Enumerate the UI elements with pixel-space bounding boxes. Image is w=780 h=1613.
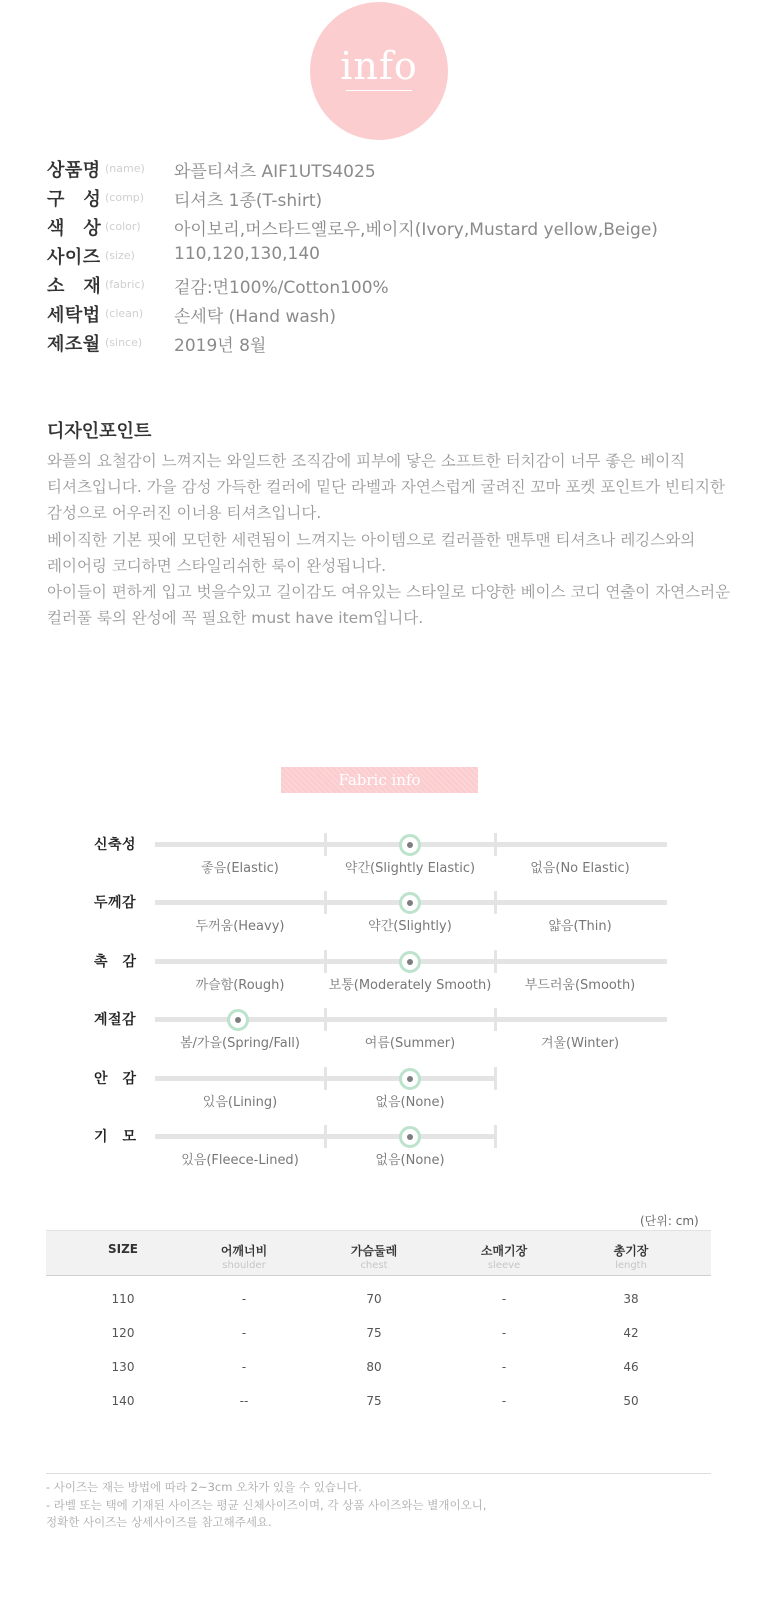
info-badge-text: info — [340, 44, 418, 88]
fabric-attribute-label: 안 감 — [94, 1071, 137, 1087]
note-line: 정확한 사이즈는 상세사이즈를 참고해주세요. — [46, 1515, 272, 1529]
fabric-option-label: 있음(Lining) — [202, 1095, 278, 1110]
design-point-line: 감성으로 어우러진 이너용 티셔츠입니다. — [47, 504, 322, 523]
spec-value: 2019년 8월 — [174, 336, 267, 356]
table-cell: 80 — [366, 1360, 382, 1374]
table-cell: 110 — [111, 1292, 135, 1306]
fabric-scale-divider — [324, 833, 327, 856]
header-main: 소매기장 — [480, 1244, 528, 1258]
spec-sublabel: (size) — [105, 249, 135, 262]
table-cell: 120 — [111, 1326, 135, 1340]
header-main: 어깨너비 — [220, 1244, 268, 1258]
table-cell: 42 — [623, 1326, 639, 1340]
design-point-line: 티셔츠입니다. 가을 감성 가득한 컬러에 밑단 라벨과 자연스럽게 굴려진 꼬마 포켓 포인트가 빈티지한 — [47, 478, 725, 497]
spec-sublabel: (clean) — [105, 307, 144, 320]
fabric-option-label: 여름(Summer) — [364, 1036, 456, 1051]
spec-label: 제조월 — [47, 334, 101, 355]
fabric-option-label: 좋음(Elastic) — [201, 861, 279, 876]
fabric-attribute-label: 기 모 — [94, 1129, 137, 1145]
fabric-option-label: 부드러움(Smooth) — [524, 978, 636, 993]
spec-label: 구 성 — [47, 189, 102, 210]
table-cell: 75 — [366, 1326, 382, 1340]
fabric-option-label: 없음(None) — [375, 1095, 445, 1110]
spec-sublabel: (name) — [105, 162, 145, 175]
spec-value: 아이보리,머스타드옐로우,베이지(Ivory,Mustard yellow,Beige) — [174, 220, 658, 240]
header-sub: length — [615, 1260, 647, 1271]
table-cell: - — [241, 1360, 247, 1374]
design-point-line: 베이직한 기본 핏에 모던한 세련됨이 느껴지는 아이템으로 컬러플한 맨투맨 티셔츠나 레깅스와의 — [47, 530, 696, 549]
fabric-attribute-label: 신축성 — [94, 837, 137, 853]
size-notes — [46, 1479, 486, 1532]
info-badge — [310, 2, 448, 140]
fabric-option-label: 있음(Fleece-Lined) — [181, 1153, 299, 1168]
spec-value: 와플티셔츠 AIF1UTS4025 — [174, 162, 376, 182]
header-cell-shoulder — [179, 1242, 309, 1271]
fabric-attribute-row — [0, 954, 780, 1009]
size-unit-label: (단위: cm) — [640, 1214, 699, 1228]
fabric-attribute-row — [0, 895, 780, 950]
note-line: - 사이즈는 재는 방법에 따라 2~3cm 오차가 있을 수 있습니다. — [46, 1480, 362, 1494]
fabric-attribute-row — [0, 1129, 780, 1184]
table-row — [46, 1382, 711, 1416]
size-table — [46, 1230, 711, 1416]
table-row — [46, 1348, 711, 1382]
fabric-scale-divider — [324, 1125, 327, 1148]
fabric-option-label: 약간(Slightly) — [368, 919, 452, 934]
table-cell: - — [501, 1394, 507, 1408]
fabric-option-label: 약간(Slightly Elastic) — [344, 861, 476, 876]
header-sub: shoulder — [222, 1260, 266, 1271]
design-point-text — [47, 448, 747, 631]
fabric-scale-divider — [494, 833, 497, 856]
table-cell: - — [501, 1292, 507, 1306]
spec-sublabel: (since) — [105, 336, 143, 349]
header-cell-length — [566, 1242, 696, 1271]
table-cell: 75 — [366, 1394, 382, 1408]
fabric-option-label: 없음(No Elastic) — [530, 861, 630, 876]
fabric-scale-divider — [324, 891, 327, 914]
info-badge-underline — [346, 90, 412, 91]
header-main: SIZE — [107, 1242, 138, 1256]
table-cell: 38 — [623, 1292, 639, 1306]
header-sub: chest — [360, 1260, 388, 1271]
spec-value: 겉감:면100%/Cotton100% — [174, 278, 389, 298]
header-sub: sleeve — [487, 1260, 521, 1271]
fabric-scale-divider — [324, 1067, 327, 1090]
fabric-scale-divider — [494, 1067, 497, 1090]
header-cell-size — [58, 1242, 188, 1257]
fabric-selected-marker — [399, 951, 421, 973]
fabric-option-label: 얇음(Thin) — [548, 919, 612, 934]
fabric-scale-divider — [494, 1125, 497, 1148]
fabric-scale-divider — [324, 950, 327, 973]
fabric-option-label: 두꺼움(Heavy) — [195, 919, 285, 934]
fabric-option-label: 까슬함(Rough) — [195, 978, 285, 993]
spec-sublabel: (color) — [105, 220, 141, 233]
design-point-line: 와플의 요철감이 느껴지는 와일드한 조직감에 피부에 닿은 소프트한 터치감이 너무 좋은 베이직 — [47, 452, 686, 470]
notes-divider — [46, 1473, 711, 1474]
spec-label: 상품명 — [47, 160, 101, 181]
design-point-line: 레이어링 코디하면 스타일리쉬한 룩이 완성됩니다. — [47, 556, 387, 575]
fabric-attribute-label: 계절감 — [94, 1012, 137, 1028]
table-cell: - — [241, 1326, 247, 1340]
table-cell: 140 — [111, 1394, 135, 1408]
fabric-attribute-row — [0, 1071, 780, 1126]
table-cell: 50 — [623, 1394, 639, 1408]
spec-value: 110,120,130,140 — [174, 244, 321, 264]
table-row — [46, 1280, 711, 1314]
fabric-selected-marker — [227, 1009, 249, 1031]
fabric-attribute-row — [0, 1012, 780, 1067]
fabric-scale-divider — [494, 1008, 497, 1031]
spec-value: 손세탁 (Hand wash) — [174, 307, 337, 327]
fabric-attribute-label: 촉 감 — [94, 954, 137, 970]
fabric-selected-marker — [399, 834, 421, 856]
size-table-header — [46, 1230, 711, 1276]
spec-label: 색 상 — [47, 218, 102, 239]
table-cell: -- — [239, 1394, 249, 1408]
header-cell-chest — [309, 1242, 439, 1271]
header-main: 가슴둘레 — [350, 1244, 398, 1258]
fabric-attribute-label: 두께감 — [94, 895, 137, 911]
spec-sublabel: (comp) — [105, 191, 145, 204]
table-cell: 46 — [623, 1360, 639, 1374]
fabric-option-label: 겨울(Winter) — [540, 1036, 620, 1051]
table-cell: - — [241, 1292, 247, 1306]
spec-label: 세탁법 — [47, 305, 101, 326]
table-cell: 70 — [366, 1292, 382, 1306]
fabric-info-title: Fabric info — [338, 771, 421, 789]
fabric-option-label: 없음(None) — [375, 1153, 445, 1168]
design-point-line: 컬러풀 룩의 완성에 꼭 필요한 must have item입니다. — [47, 609, 424, 628]
fabric-selected-marker — [399, 892, 421, 914]
design-point-line: 아이들이 편하게 입고 벗을수있고 길이감도 여유있는 스타일로 다양한 베이스 코디 연출이 자연스러운 — [47, 583, 731, 602]
header-cell-sleeve — [439, 1242, 569, 1271]
spec-label: 소 재 — [47, 276, 102, 297]
header-main: 총기장 — [613, 1244, 649, 1258]
spec-label: 사이즈 — [47, 247, 101, 268]
fabric-scale-divider — [494, 891, 497, 914]
table-row — [46, 1314, 711, 1348]
fabric-selected-marker — [399, 1068, 421, 1090]
table-cell: 130 — [111, 1360, 135, 1374]
fabric-info-banner — [281, 767, 478, 793]
table-cell: - — [501, 1360, 507, 1374]
fabric-option-label: 봄/가을(Spring/Fall) — [179, 1036, 300, 1051]
fabric-attribute-row — [0, 837, 780, 892]
fabric-scale-divider — [494, 950, 497, 973]
spec-sublabel: (fabric) — [105, 278, 145, 291]
fabric-option-label: 보통(Moderately Smooth) — [328, 978, 492, 993]
fabric-scale-divider — [324, 1008, 327, 1031]
table-cell: - — [501, 1326, 507, 1340]
design-point-title: 디자인포인트 — [47, 421, 152, 442]
fabric-selected-marker — [399, 1126, 421, 1148]
note-line: - 라벨 또는 택에 기재된 사이즈는 평균 신체사이즈이며, 각 상품 사이즈와는 별개이오니, — [46, 1497, 487, 1512]
spec-value: 티셔츠 1종(T-shirt) — [174, 191, 323, 211]
